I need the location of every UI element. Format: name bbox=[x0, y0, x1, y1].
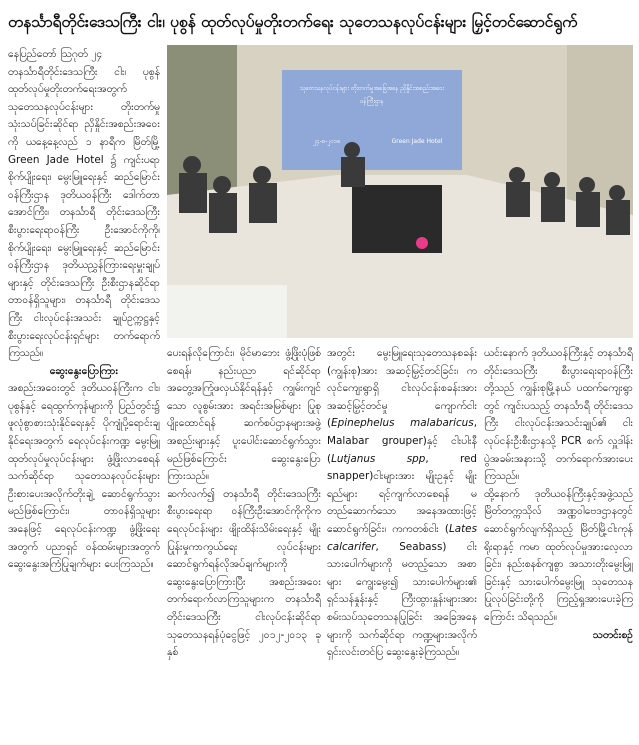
photo-monitor bbox=[352, 185, 442, 253]
paragraph: အစည်းအဝေးတွင် ဒုတိယဝန်ကြီးက ငါး၊ ပုစွန်နှင့် ရေထွက်ကုန်များကို ပြည်တွင်း၌ ဖူလုံစွာစားသုံးနိုင်ရေးနှင့် ပိုကျုံပို့ရောင်းချနိုင်ရေးအတွက် ရေလုပ်ငန်းကဏ္ဍ မွေးမြူထုတ်လုပ်မှုလုပ်ငန်းများ ဖွံ့ဖြိုးလာစေရန် သက်ဆိုင်ရာ သုတေသနလုပ်ငန်းများ ဦးစားပေးအလိုက်တိုးချဲ့ ဆောင်ရွက်သွားမည်ဖြစ်ကြောင်း၊ တာဝန်ရှိသူများ အနေဖြင့် ရေလုပ်ငန်းကဏ္ဍ ဖွံ့ဖြိုးရေးအတွက် ပညာရှင် ဝန်ထမ်းများအတွက် ဆွေးနွေးအကြံပြုချက်များ ပေးကြသည်။ bbox=[8, 382, 160, 571]
article-column-3 bbox=[327, 345, 477, 735]
subheading: ဆွေးနွေးပြောကြား bbox=[49, 364, 119, 377]
meeting-photo bbox=[167, 45, 633, 338]
banner-text: ဝန်ကြီးဌာန bbox=[360, 98, 384, 105]
banner-date: ၂၄-၈-၂၀၁၈ bbox=[313, 138, 341, 145]
photo-papers bbox=[167, 285, 287, 338]
paragraph: တနင်္သာရီတိုင်းဒေသကြီး ငါး၊ ပုစွန် ထုတ်လုပ်မှုတိုးတက်ရေးအတွက် သုတေသနလုပ်ငန်းများ တိုးတက်မှု သုံးသပ်ခြင်းဆိုင်ရာ ညှိနှိုင်းအစည်းအဝေးကို ယနေ့နေ့လည် ၁ နာရီက မြိတ်မြို့ Green Jade Hotel ၌ ကျင်းပရာ စိုက်ပျိုးရေး၊ မွေးမြူရေးနှင့် ဆည်မြောင်းဝန်ကြီးဌာန ဒုတိယဝန်ကြီး ဒေါက်တာအောင်ကြီး၊ တနင်္သာရီ တိုင်းဒေသကြီး စီးပွားရေးရာဝန်ကြီး ဦးအောင်ကိုကို၊ စိုက်ပျိုးရေး၊ မွေးမြူရေးနှင့် ဆည်မြောင်းဝန်ကြီးဌာန ဒုတိယညွှန်ကြားရေးမှူးချုပ်များနှင့် တိုင်းဒေသကြီး ဦးစီးဌာနဆိုင်ရာ တာဝန်ရှိသူများ၊ တနင်္သာရီ တိုင်းဒေသကြီး ငါးလုပ်ငန်းအသင်း ချုပ်ဥက္ကဋ္ဌနှင့် စီးပွားရေးလုပ်ငန်းရှင်များ တက်ရောက်ကြသည်။ bbox=[8, 65, 160, 360]
scientific-name: Lutjanus spp bbox=[331, 452, 426, 465]
paragraph: ယင်းနောက် ဒုတိယဝန်ကြီးနှင့် တနင်္သာရီ တိုင်းဒေသကြီး စီးပွားရေးရာဝန်ကြီး တို့သည် ကျွန်းစုမြို့နယ် ပထက်ကျေးရွာတွင် ကျင်းပသည့် တနင်္သာရီ တိုင်းဒေသကြီး ငါးလုပ်ငန်းအသင်းချုပ်၏ ငါးလုပ်ငန်းဦးစီးဌာနသို့ PCR စက် လှူဒါန်းပွဲအခမ်းအနားသို့ တက်ရောက်အားပေးကြသည်။ bbox=[484, 347, 633, 483]
paragraph: ပေးရန်လိုကြောင်း၊ မိုင်မာဘေး ဖွံ့ဖြိုးပုံဖြစ်စေရန်၊ နည်းပညာ ရင်ဆိုင်ရာ အတွေ့အကြုံဖလှယ်နိုင်ရန်နှင့် ကျွမ်းကျင်သော လူစွမ်းအား အရင်းအမြစ်များ ပြုစုပျိုးထောင်ရန် ဆက်စပ်ဌာနများအဖွဲ့အစည်းများနှင့် ပူးပေါင်းဆောင်ရွက်သွားမည်ဖြစ်ကြောင်း ဆွေးနွေးပြောကြားသည်။ bbox=[167, 347, 321, 483]
text-run: , Seabass) ငါးသားပေါက်များကို မတည့်သော အစာများ ကျွေးမွေး၍ သားပေါက်များ၏ ရှင်သန်နှုန်းနှင့် ကြီးထွားနှုန်းများအား စမ်းသပ်သုတေသနပြုခြင်း အခြေအနေများကို သက်ဆိုင်ရာ ကဏ္ဍများအလိုက် ရှင်းလင်းတင်ပြ ဆွေးနွေးခဲ့ကြသည်။ bbox=[327, 540, 477, 659]
text-run: အတွင်း မွေးမြူရေးသုတေသနစခန်း (ကျွန်းစု)အား အဆင့်မြှင့်တင်ခြင်း၊ ကလုင်ကျေးရွာရှိ ငါးလုပ်ငန်းစခန်းအား အဆင့်မြှင့်တင်မှု ကျောက်ငါး ( bbox=[327, 347, 477, 430]
paragraph: ထို့နောက် ဒုတိယဝန်ကြီးနှင့်အဖွဲ့သည် မြိတ်တက္ကသိုလ် အဏ္ဏဝါဗေဒဌာနတွင် ဆောင်ရွက်လျက်ရှိသည့် မြိတ်မြို့ငါးကုန်ရိုးရာနှင့် ကမာ ထုတ်လုပ်မှုအားလေ့လာခြင်း၊ နည်းစနစ်ကျစွာ အသားတိုးမွေးမြူခြင်းနှင့် သားပေါက်မွေးမြူ သုတေသနပြုလုပ်ခြင်းတို့ကို ကြည့်ရှုအားပေးခဲ့ကြကြောင်း သိရသည်။ bbox=[484, 487, 633, 623]
article-column-4 bbox=[484, 345, 633, 735]
photo-speaker-light bbox=[416, 237, 428, 249]
paragraph bbox=[327, 345, 477, 662]
dateline: နေပြည်တော် ဩဂုတ် ၂၄ bbox=[8, 48, 103, 60]
text-run: , red snapper)ငါးများအား မျိုးဥနှင့် မျိုးရည်များ ရင့်ကျက်လာစေရန် မတည်ဆောက်သော အနေအထားဖြင့် ဆောင်ရွက်ခြင်း၊ ကကတစ်ငါး ( bbox=[327, 452, 477, 535]
article-column-2 bbox=[167, 345, 321, 735]
banner-text: သုတေသနလုပ်ငန်းများ တိုးတက်မှုအခြေအနေ ညှိနှိုင်းအစည်းအဝေး bbox=[299, 85, 445, 92]
scientific-name: Lates calcarifer bbox=[327, 522, 477, 553]
scientific-name: Epinephelus malabaricus bbox=[331, 417, 474, 430]
headline: တနင်္သာရီတိုင်းဒေသကြီး ငါး၊ ပုစွန် ထုတ်လုပ်မှုတိုးတက်ရေး သုတေသနလုပ်ငန်းများ မြှင့်တင်ဆောင်ရွက် bbox=[8, 13, 578, 31]
byline: သတင်းစဉ် bbox=[592, 628, 633, 641]
text-run: , Malabar grouper)နှင့် ငါးပါးနီ ( bbox=[327, 417, 477, 465]
banner-venue: Green Jade Hotel bbox=[391, 138, 443, 145]
paragraph: ဆက်လက်၍ တနင်္သာရီ တိုင်းဒေသကြီး စီးပွားရေးရာ ဝန်ကြီးဦးအောင်ကိုကိုက ရေလုပ်ငန်းများ ဖျိုးထိန်းသိမ်းရေးနှင့် မျိုးပြုန်းမှုကာကွယ်ရေး လုပ်ငန်းများ ဆောင်ရွက်ရန်လိုအပ်ချက်များကို ဆွေးနွေးပြောကြားပြီး အစည်းအဝေး တက်ရောက်လာကြသူများက တနင်္သာရီ တိုင်းဒေသကြီး ငါးလုပ်ငန်းဆိုင်ရာ သုတေသနရန်ပုံငွေဖြင့် ၂၀၁၂-၂၀၁၃ ခုနှစ် bbox=[167, 487, 321, 659]
article-column-1 bbox=[8, 46, 160, 736]
